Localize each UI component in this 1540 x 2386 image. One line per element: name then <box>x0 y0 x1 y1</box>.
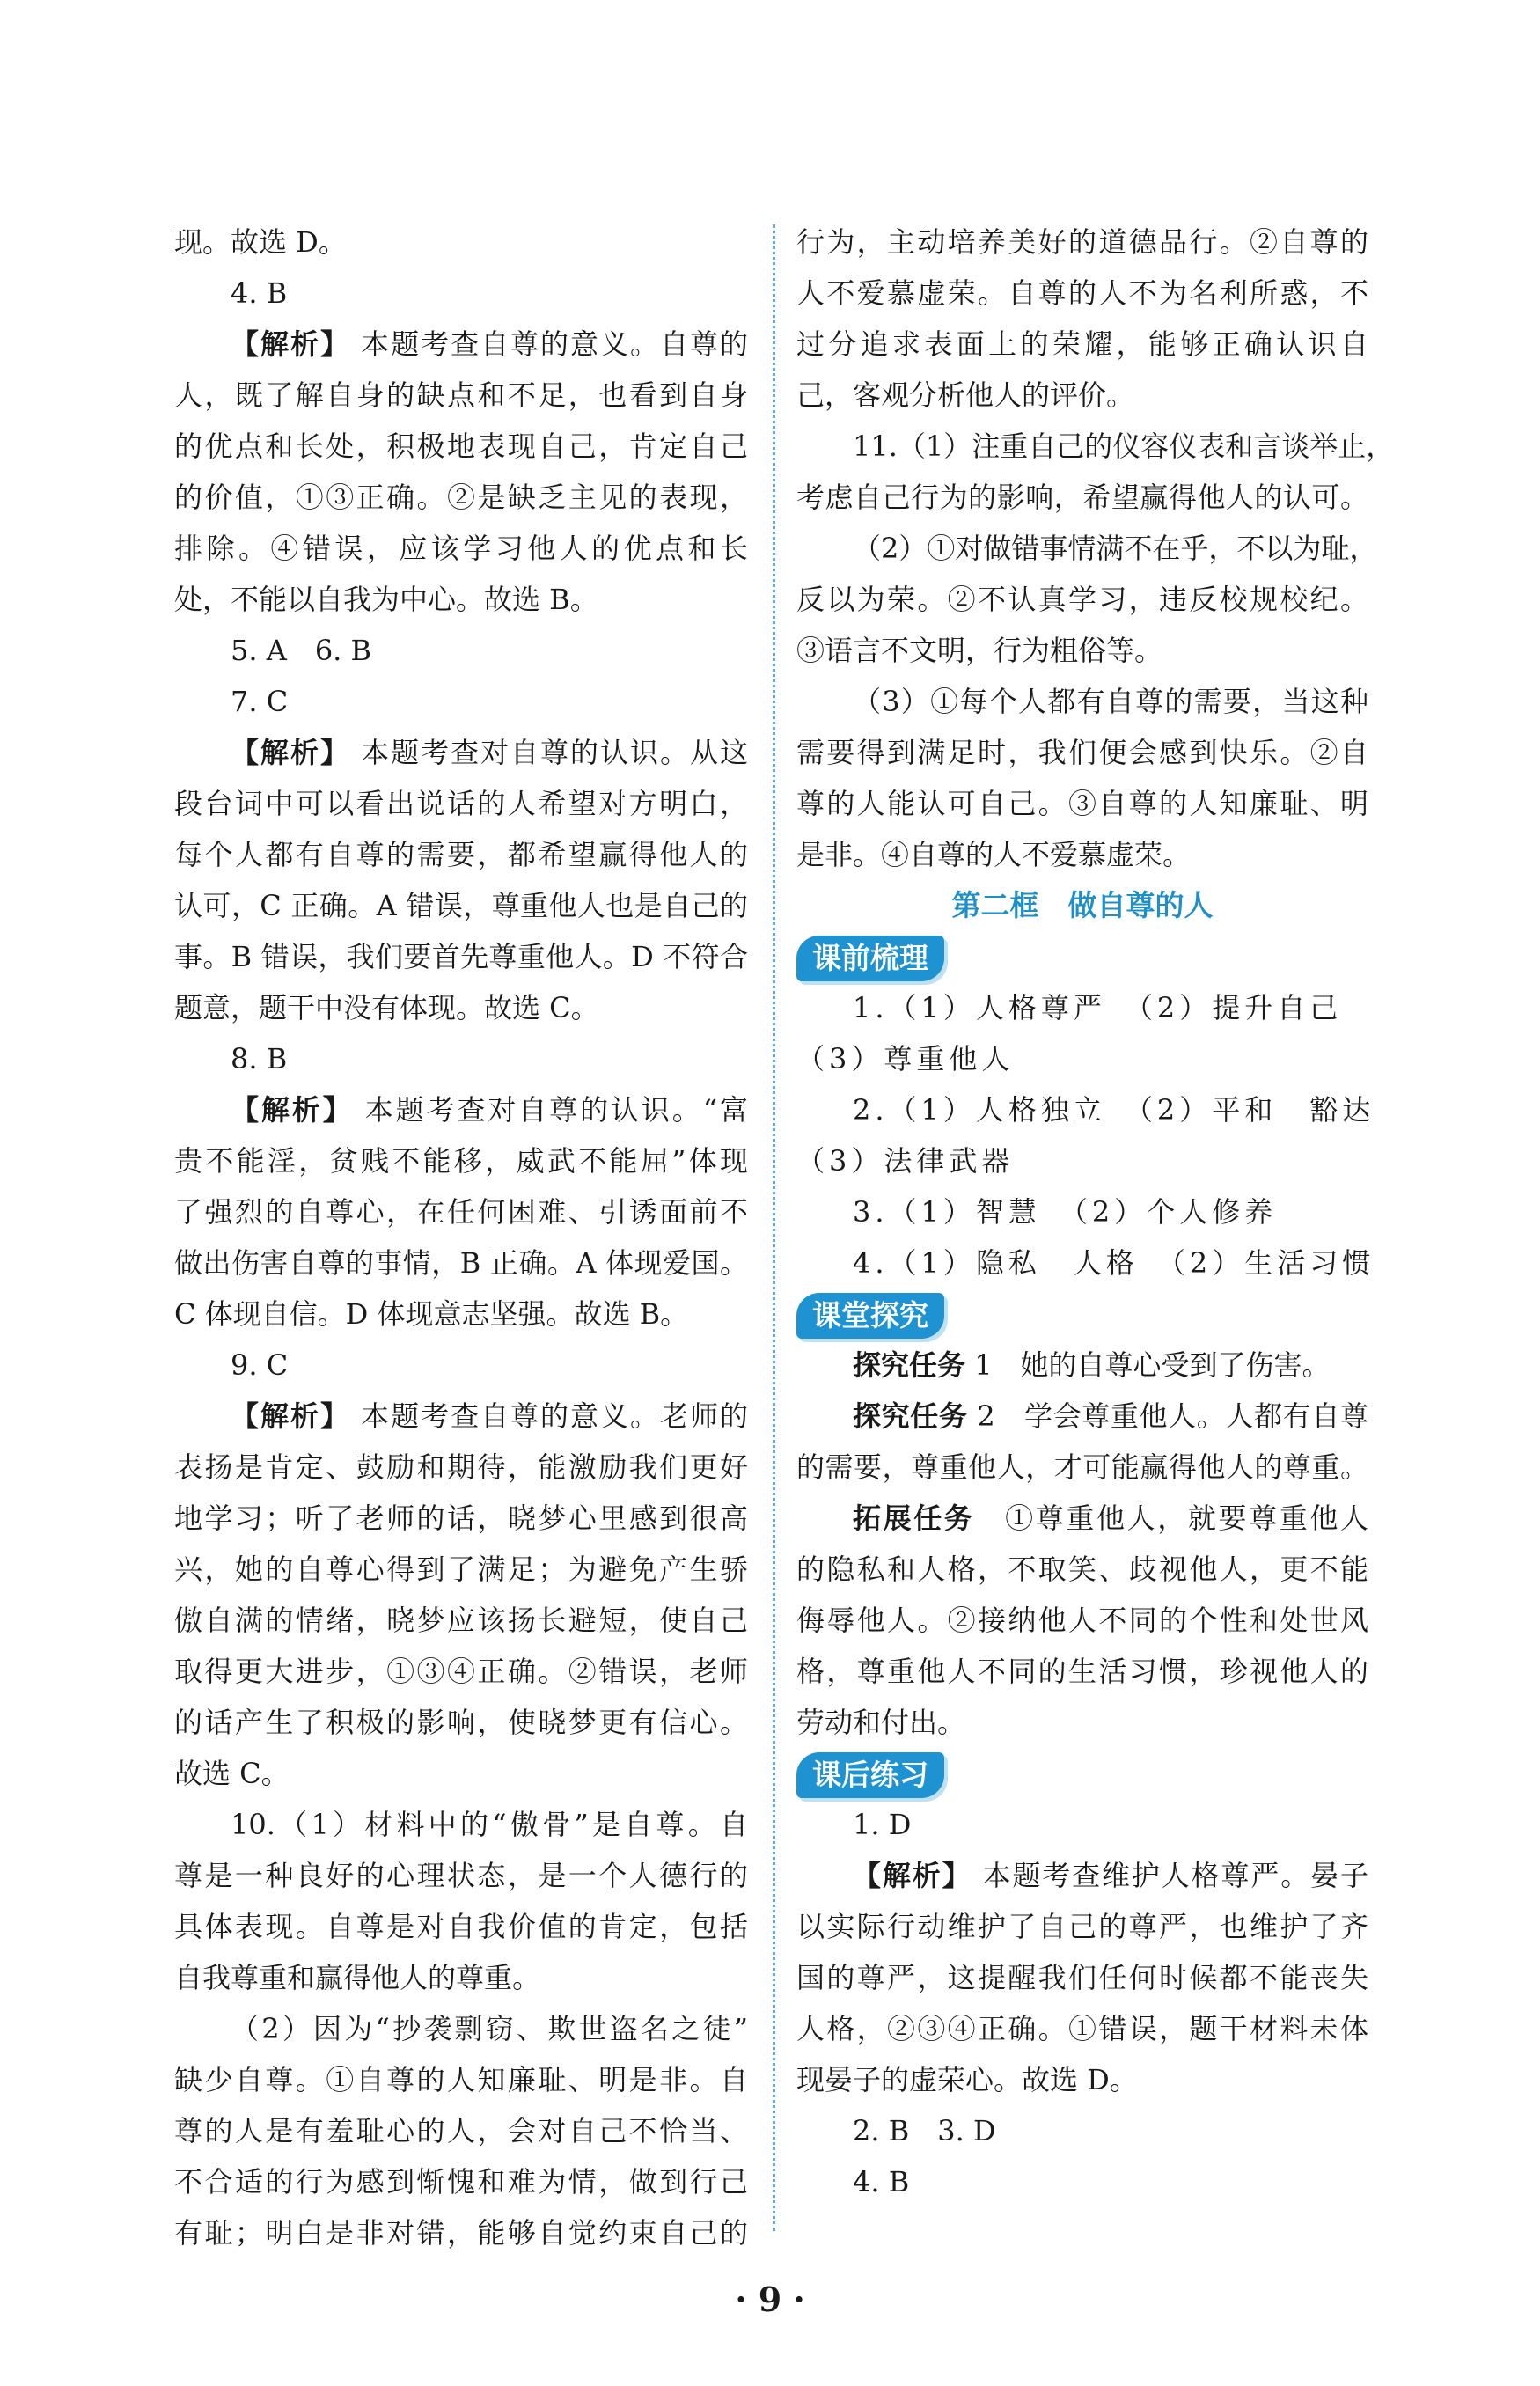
badge-row-class <box>796 1288 1368 1340</box>
line-text: 每个人都有自尊的需要，都希望赢得他人的 <box>174 838 748 871</box>
text-line <box>796 2156 1368 2207</box>
right-block-answers <box>796 217 1395 880</box>
right-block-post <box>796 1799 1368 2207</box>
line-text: 是非。④自尊的人不爱慕虚荣。 <box>796 838 1192 871</box>
text-line <box>174 1288 748 1340</box>
text-line <box>174 2156 748 2207</box>
text-line <box>174 1186 748 1237</box>
line-text: 了强烈的自尊心，在任何困难、引诱面前不 <box>174 1195 748 1229</box>
answer-label: 拓展任务 <box>853 1501 975 1535</box>
line-text: 己，客观分析他人的评价。 <box>796 378 1135 412</box>
text-line <box>796 1442 1368 1493</box>
line-text: C 体现自信。D 体现意志坚强。故选 B。 <box>174 1297 689 1331</box>
answer-label: 【解析】 <box>231 736 350 769</box>
column-divider <box>773 224 775 2231</box>
text-line <box>796 1340 1368 1391</box>
text-line <box>174 1237 748 1288</box>
text-line <box>174 1901 748 1952</box>
line-text: 2.（1）人格独立 （2）平和 豁达 <box>853 1093 1375 1127</box>
line-text: （3）尊重他人 <box>796 1042 1015 1076</box>
line-text: 本题考查自尊的意义。自尊的 <box>349 327 748 361</box>
answer-label: 【解析】 <box>231 1093 354 1127</box>
line-text: 本题考查自尊的意义。老师的 <box>349 1399 748 1433</box>
answer-label: 【解析】 <box>853 1859 972 1892</box>
line-text: 现。故选 D。 <box>174 225 347 259</box>
line-text: 认可，C 正确。A 错误，尊重他人也是自己的 <box>174 889 748 922</box>
line-text: 行为，主动培养美好的道德品行。②自尊的 <box>796 225 1368 259</box>
line-text: 本题考查对自尊的认识。从这 <box>349 736 748 769</box>
line-text: 7. C <box>231 685 289 718</box>
line-text: 贵不能淫，贫贱不能移，威武不能屈”体现 <box>174 1144 748 1178</box>
line-text: 5. A 6. B <box>231 634 372 667</box>
line-text: 有耻；明白是非对错，能够自觉约束自己的 <box>174 2216 748 2250</box>
text-line <box>174 1799 748 1850</box>
line-text: 人格，②③④正确。①错误，题干材料未体 <box>796 2012 1368 2045</box>
text-line <box>174 778 748 829</box>
text-line <box>796 574 1368 625</box>
line-text: 人，既了解自身的缺点和不足，也看到自身 <box>174 378 748 412</box>
line-text: （3）法律武器 <box>796 1144 1015 1178</box>
line-text: （2）①对做错事情满不在乎，不以为耻， <box>853 532 1378 565</box>
line-text: 考虑自己行为的影响，希望赢得他人的认可。 <box>796 481 1368 514</box>
text-line <box>174 1952 748 2003</box>
line-text: 侮辱他人。②接纳他人不同的个性和处世风 <box>796 1604 1368 1637</box>
section-heading: 第二框 做自尊的人 <box>951 888 1214 922</box>
line-text: 人不爱慕虚荣。自尊的人不为名利所惑，不 <box>796 276 1368 310</box>
line-text: （2）因为“抄袭剽窃、欺世盗名之徒” <box>231 2012 748 2045</box>
text-line <box>796 472 1368 523</box>
badge-pre-class: 课前梳理 <box>796 936 944 981</box>
line-text: 不合适的行为感到惭愧和难为情，做到行己 <box>174 2165 748 2199</box>
text-line <box>174 1084 748 1135</box>
badge-row-post <box>796 1748 1368 1799</box>
text-line <box>174 1595 748 1646</box>
badge-in-class: 课堂探究 <box>796 1293 944 1339</box>
text-line <box>174 523 748 574</box>
line-text: 现晏子的虚荣心。故选 D。 <box>796 2063 1138 2096</box>
line-text: 劳动和付出。 <box>796 1706 966 1739</box>
text-line <box>174 370 748 421</box>
text-line <box>796 421 1395 472</box>
line-text: 排除。④错误，应该学习他人的优点和长 <box>174 532 748 565</box>
right-column <box>796 217 1395 2207</box>
text-line <box>796 1237 1375 1288</box>
line-text: 做出伤害自尊的事情，B 正确。A 体现爱国。 <box>174 1246 748 1280</box>
text-line <box>174 319 748 370</box>
answer-label: 【解析】 <box>231 1399 350 1433</box>
text-line <box>174 727 748 778</box>
line-text: 的价值，①③正确。②是缺乏主见的表现， <box>174 481 748 514</box>
line-text: 故选 C。 <box>174 1757 290 1790</box>
line-text: 国的尊严，这提醒我们任何时候都不能丧失 <box>796 1961 1368 1994</box>
line-text: 取得更大进步，①③④正确。②错误，老师 <box>174 1655 748 1688</box>
line-text: 本题考查对自尊的认识。“富 <box>353 1093 748 1127</box>
line-text: 自我尊重和赢得他人的尊重。 <box>174 1961 541 1994</box>
line-text: 需要得到满足时，我们便会感到快乐。②自 <box>796 736 1368 769</box>
text-line <box>174 2003 748 2054</box>
text-line <box>174 1135 748 1186</box>
line-text: 1.（1）人格尊严 （2）提升自己 <box>853 991 1343 1024</box>
line-text: ③语言不文明，行为粗俗等。 <box>796 634 1163 667</box>
text-line <box>796 523 1378 574</box>
text-line <box>174 1850 748 1901</box>
text-line <box>796 1697 1368 1748</box>
line-text: 11.（1）注重自己的仪容仪表和言谈举止， <box>853 429 1395 463</box>
line-text: 8. B <box>231 1042 288 1076</box>
line-text: 的需要，尊重他人，才可能赢得他人的尊重。 <box>796 1450 1368 1484</box>
text-line <box>174 982 748 1033</box>
text-line <box>796 676 1368 727</box>
text-line <box>174 1340 748 1391</box>
text-line <box>174 829 748 880</box>
badge-post-class: 课后练习 <box>796 1752 944 1798</box>
text-line <box>796 217 1368 268</box>
line-text: 3.（1）智慧 （2）个人修养 <box>853 1195 1278 1229</box>
line-text: 尊的人是有羞耻心的人，会对自己不恰当、 <box>174 2114 748 2147</box>
line-text: 处，不能以自我为中心。故选 B。 <box>174 583 598 616</box>
text-line <box>796 2105 1368 2156</box>
line-text: 4. B <box>231 276 288 310</box>
line-text: 10.（1）材料中的“傲骨”是自尊。自 <box>231 1808 748 1841</box>
line-text: 尊的人能认可自己。③自尊的人知廉耻、明 <box>796 787 1368 820</box>
text-line <box>796 1084 1375 1135</box>
text-line <box>796 829 1368 880</box>
text-line <box>796 2054 1368 2105</box>
text-line <box>174 421 748 472</box>
text-line <box>174 625 748 676</box>
text-line <box>796 727 1368 778</box>
line-text: 段台词中可以看出说话的人希望对方明白， <box>174 787 748 820</box>
text-line <box>796 1850 1368 1901</box>
line-text: 1 她的自尊心受到了伤害。 <box>965 1348 1331 1382</box>
line-text: 的优点和长处，积极地表现自己，肯定自己 <box>174 429 748 463</box>
line-text: 兴，她的自尊心得到了满足；为避免产生骄 <box>174 1553 748 1586</box>
line-text: 4.（1）隐私 人格 （2）生活习惯 <box>853 1246 1375 1280</box>
text-line <box>796 1646 1368 1697</box>
line-text: 表扬是肯定、鼓励和期待，能激励我们更好 <box>174 1450 748 1484</box>
badge-row-pre <box>796 931 1368 982</box>
left-column <box>174 217 748 2258</box>
answer-label: 【解析】 <box>231 327 350 361</box>
page-number: · 9 · <box>735 2280 805 2319</box>
line-text: ①尊重他人，就要尊重他人 <box>974 1501 1368 1535</box>
text-line <box>796 982 1368 1033</box>
line-text: 傲自满的情绪，晓梦应该扬长避短，使自己 <box>174 1604 748 1637</box>
text-line <box>174 1748 748 1799</box>
text-line <box>174 676 748 727</box>
text-line <box>796 1493 1368 1544</box>
answer-label: 探究任务 <box>853 1399 968 1433</box>
text-line <box>796 2003 1368 2054</box>
line-text: 具体表现。自尊是对自我价值的肯定，包括 <box>174 1910 748 1943</box>
line-text: 的话产生了积极的影响，使晓梦更有信心。 <box>174 1706 748 1739</box>
text-line <box>796 319 1368 370</box>
text-line <box>796 625 1368 676</box>
text-line <box>174 1697 748 1748</box>
line-text: 尊是一种良好的心理状态，是一个人德行的 <box>174 1859 748 1892</box>
text-line <box>174 574 748 625</box>
text-line <box>796 778 1368 829</box>
right-block-class <box>796 1340 1368 1748</box>
text-line <box>796 1952 1368 2003</box>
line-text: 2 学会尊重他人。人都有自尊 <box>967 1399 1368 1433</box>
text-line <box>796 1391 1368 1442</box>
text-line <box>174 1391 748 1442</box>
line-text: 过分追求表面上的荣耀，能够正确认识自 <box>796 327 1368 361</box>
line-text: 格，尊重他人不同的生活习惯，珍视他人的 <box>796 1655 1368 1688</box>
line-text: 以实际行动维护了自己的尊严，也维护了齐 <box>796 1910 1368 1943</box>
text-line <box>174 1544 748 1595</box>
text-line <box>796 1901 1368 1952</box>
text-line <box>174 1646 748 1697</box>
text-line <box>796 1186 1368 1237</box>
text-line <box>174 472 748 523</box>
line-text: 2. B 3. D <box>853 2114 996 2147</box>
text-line <box>174 2054 748 2105</box>
text-line <box>174 217 748 268</box>
line-text: 缺少自尊。①自尊的人知廉耻、明是非。自 <box>174 2063 748 2096</box>
text-line <box>796 1033 1368 1084</box>
text-line <box>174 1033 748 1084</box>
text-line <box>796 370 1368 421</box>
line-text: 1. D <box>853 1808 912 1841</box>
text-line <box>796 1799 1368 1850</box>
line-text: 地学习；听了老师的话，晓梦心里感到很高 <box>174 1501 748 1535</box>
text-line <box>796 1595 1368 1646</box>
right-block-pre <box>796 982 1375 1288</box>
text-line <box>174 2207 748 2258</box>
line-text: 的隐私和人格，不取笑、歧视他人，更不能 <box>796 1553 1368 1586</box>
line-text: 反以为荣。②不认真学习，违反校规校纪。 <box>796 583 1368 616</box>
text-line <box>174 880 748 931</box>
text-line <box>174 1442 748 1493</box>
line-text: 事。B 错误，我们要首先尊重他人。D 不符合 <box>174 940 748 973</box>
text-line <box>796 268 1368 319</box>
line-text: 4. B <box>853 2165 910 2199</box>
text-line <box>796 1544 1368 1595</box>
line-text: 题意，题干中没有体现。故选 C。 <box>174 991 599 1024</box>
line-text: 本题考查维护人格尊严。晏子 <box>972 1859 1368 1892</box>
text-line <box>174 931 748 982</box>
line-text: （3）①每个人都有自尊的需要，当这种 <box>853 685 1368 718</box>
text-line <box>174 2105 748 2156</box>
text-line <box>174 1493 748 1544</box>
text-line <box>174 268 748 319</box>
text-line <box>796 1135 1368 1186</box>
answer-label: 探究任务 <box>853 1348 966 1382</box>
line-text: 9. C <box>231 1348 289 1382</box>
